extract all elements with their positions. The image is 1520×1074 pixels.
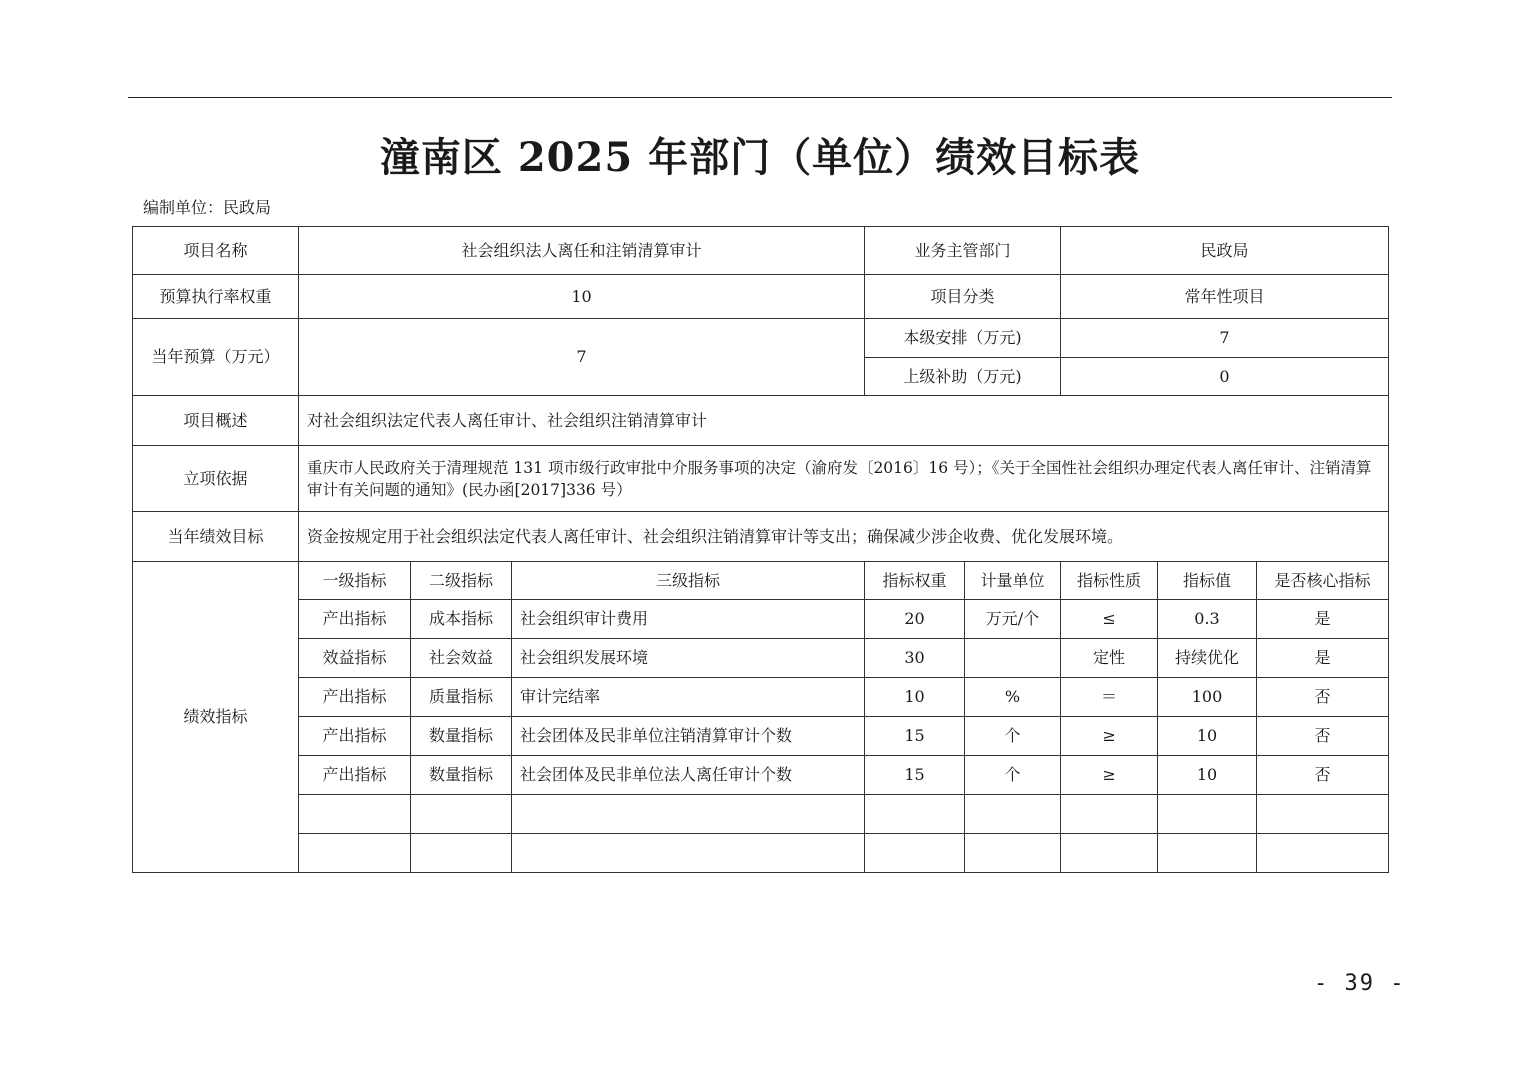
header-level1: 一级指标 (299, 562, 411, 600)
budget-value: 7 (299, 319, 865, 396)
core-cell: 否 (1257, 678, 1389, 717)
weight-cell (865, 795, 965, 834)
category-label: 项目分类 (865, 275, 1061, 319)
weight-cell: 15 (865, 756, 965, 795)
core-cell: 否 (1257, 717, 1389, 756)
goal-value: 资金按规定用于社会组织法定代表人离任审计、社会组织注销清算审计等支出；确保减少涉企收费、优化发展环境。 (299, 512, 1389, 562)
goal-row (133, 512, 1389, 562)
value-cell: 10 (1158, 756, 1257, 795)
level1-cell: 产出指标 (299, 717, 411, 756)
project-name-value: 社会组织法人离任和注销清算审计 (299, 227, 865, 275)
basis-label: 立项依据 (133, 446, 299, 512)
top-rule (128, 97, 1392, 98)
weight-cell: 10 (865, 678, 965, 717)
header-level2: 二级指标 (411, 562, 512, 600)
page-title: 潼南区 2025 年部门（单位）绩效目标表 (379, 134, 1141, 181)
budget-row (133, 319, 1389, 358)
weight-cell: 15 (865, 717, 965, 756)
indicator-row (133, 678, 1389, 717)
level2-cell: 质量指标 (411, 678, 512, 717)
unit-cell (965, 834, 1061, 873)
level2-cell (411, 834, 512, 873)
level2-cell: 成本指标 (411, 600, 512, 639)
header-value: 指标值 (1158, 562, 1257, 600)
value-cell (1158, 795, 1257, 834)
indicator-row-empty (133, 834, 1389, 873)
core-cell (1257, 834, 1389, 873)
nature-cell: ＝ (1061, 678, 1158, 717)
nature-cell: ≤ (1061, 600, 1158, 639)
nature-cell: ≥ (1061, 756, 1158, 795)
overview-label: 项目概述 (133, 396, 299, 446)
nature-cell (1061, 795, 1158, 834)
level2-cell: 数量指标 (411, 717, 512, 756)
level3-cell: 审计完结率 (512, 678, 865, 717)
unit-cell: % (965, 678, 1061, 717)
indicator-row (133, 639, 1389, 678)
header-weight: 指标权重 (865, 562, 965, 600)
upper-funding-label: 上级补助（万元) (865, 358, 1061, 396)
core-cell: 是 (1257, 600, 1389, 639)
header-nature: 指标性质 (1061, 562, 1158, 600)
overview-row (133, 396, 1389, 446)
unit-cell: 万元/个 (965, 600, 1061, 639)
compiling-unit-label: 编制单位：民政局 (143, 198, 272, 217)
local-funding-value: 7 (1061, 319, 1389, 358)
local-funding-label: 本级安排（万元) (865, 319, 1061, 358)
basis-value: 重庆市人民政府关于清理规范 131 项市级行政审批中介服务事项的决定（渝府发〔2016〕16 号）；《关于全国性社会组织办理定代表人离任审计、注销清算审计有关问题的通知》(民办函[2017]336 号） (299, 446, 1389, 512)
level1-cell: 产出指标 (299, 600, 411, 639)
nature-cell (1061, 834, 1158, 873)
level2-cell: 数量指标 (411, 756, 512, 795)
indicator-row (133, 600, 1389, 639)
indicator-row-empty (133, 795, 1389, 834)
unit-cell (965, 639, 1061, 678)
level1-cell: 产出指标 (299, 678, 411, 717)
level3-cell: 社会组织发展环境 (512, 639, 865, 678)
level3-cell: 社会组织审计费用 (512, 600, 865, 639)
weight-cell: 20 (865, 600, 965, 639)
unit-cell (965, 795, 1061, 834)
value-cell (1158, 834, 1257, 873)
level1-cell: 效益指标 (299, 639, 411, 678)
nature-cell: 定性 (1061, 639, 1158, 678)
nature-cell: ≥ (1061, 717, 1158, 756)
value-cell: 0.3 (1158, 600, 1257, 639)
indicators-section-label: 绩效指标 (133, 562, 299, 873)
project-name-label: 项目名称 (133, 227, 299, 275)
weight-label: 预算执行率权重 (133, 275, 299, 319)
value-cell: 100 (1158, 678, 1257, 717)
weight-value: 10 (299, 275, 865, 319)
page-number: - 39 - (1314, 971, 1406, 996)
level1-cell (299, 834, 411, 873)
basis-row (133, 446, 1389, 512)
project-name-row (133, 227, 1389, 275)
header-core: 是否核心指标 (1257, 562, 1389, 600)
indicator-row (133, 756, 1389, 795)
level3-cell (512, 834, 865, 873)
level1-cell (299, 795, 411, 834)
unit-cell: 个 (965, 717, 1061, 756)
unit-cell: 个 (965, 756, 1061, 795)
indicator-row (133, 717, 1389, 756)
header-level3: 三级指标 (512, 562, 865, 600)
goal-label: 当年绩效目标 (133, 512, 299, 562)
dept-value: 民政局 (1061, 227, 1389, 275)
performance-target-table (132, 226, 1389, 873)
dept-label: 业务主管部门 (865, 227, 1061, 275)
weight-cell: 30 (865, 639, 965, 678)
core-cell: 否 (1257, 756, 1389, 795)
category-value: 常年性项目 (1061, 275, 1389, 319)
value-cell: 持续优化 (1158, 639, 1257, 678)
core-cell: 是 (1257, 639, 1389, 678)
level2-cell (411, 795, 512, 834)
level3-cell (512, 795, 865, 834)
weight-row (133, 275, 1389, 319)
header-unit: 计量单位 (965, 562, 1061, 600)
value-cell: 10 (1158, 717, 1257, 756)
weight-cell (865, 834, 965, 873)
upper-funding-value: 0 (1061, 358, 1389, 396)
level3-cell: 社会团体及民非单位注销清算审计个数 (512, 717, 865, 756)
level2-cell: 社会效益 (411, 639, 512, 678)
level3-cell: 社会团体及民非单位法人离任审计个数 (512, 756, 865, 795)
level1-cell: 产出指标 (299, 756, 411, 795)
core-cell (1257, 795, 1389, 834)
indicator-header-row (133, 562, 1389, 600)
budget-label: 当年预算（万元） (133, 319, 299, 396)
overview-value: 对社会组织法定代表人离任审计、社会组织注销清算审计 (299, 396, 1389, 446)
